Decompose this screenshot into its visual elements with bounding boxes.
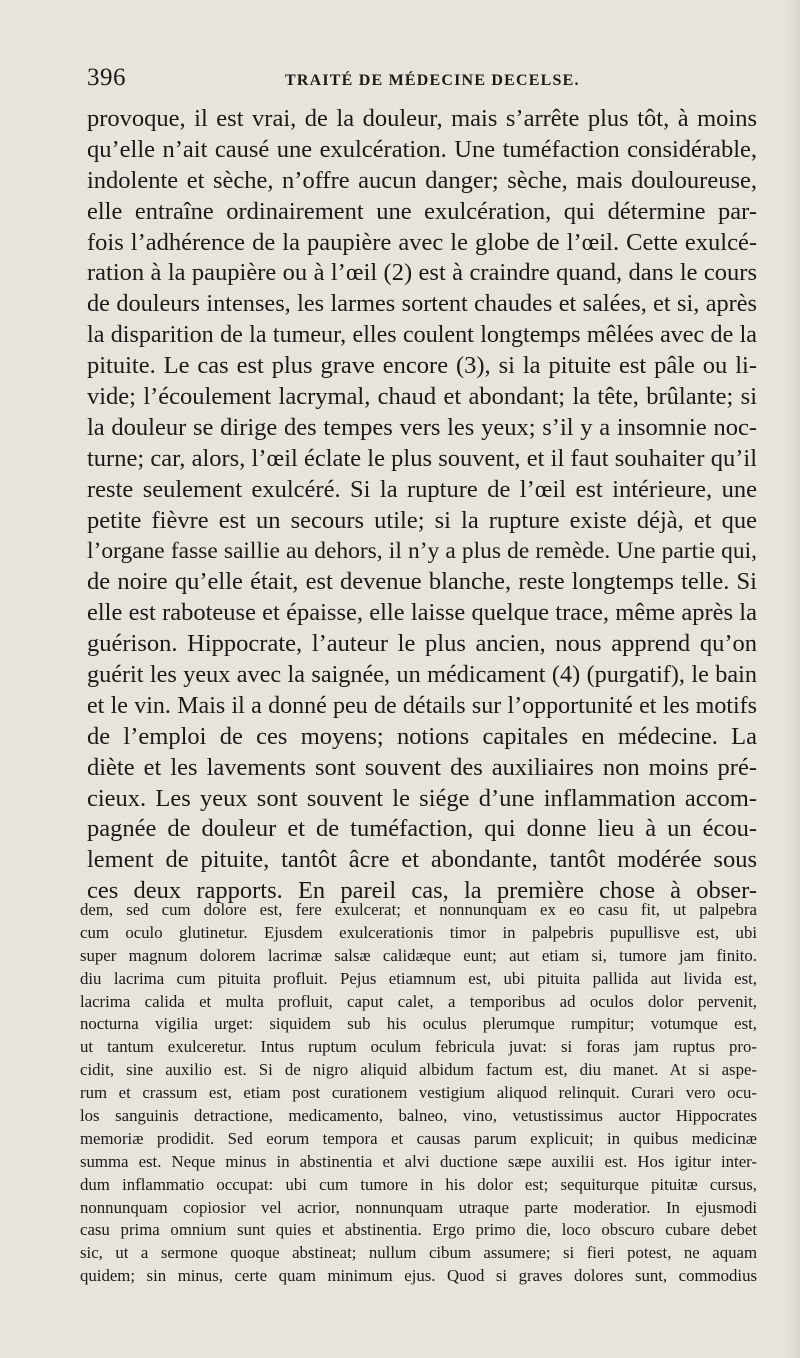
text-line: elle entraîne ordinairement une exulcération, qui détermine par- xyxy=(87,197,757,225)
page-edge-shadow xyxy=(786,0,800,1358)
text-line: de noire qu’elle était, est devenue blanche, reste longtemps telle. Si xyxy=(87,568,757,596)
latin-line: diu lacrima cum pituita profluit. Pejus etiamnum est, ubi pituita pallida aut livida est, xyxy=(80,968,757,988)
text-line: diète et les lavements sont souvent des auxiliaires non moins pré- xyxy=(87,753,757,781)
latin-line: lacrima calida et multa profluit, caput calet, a temporibus ad oculos dolor pervenit, xyxy=(80,991,757,1011)
text-line: lement de pituite, tantôt âcre et abondante, tantôt modérée sous xyxy=(87,846,757,874)
french-translation-text xyxy=(87,104,757,907)
text-line: guérit les yeux avec la saignée, un médicament (4) (purgatif), le bain xyxy=(87,661,757,689)
latin-line: nocturna vigilia urget: siquidem sub his oculus plerumque rumpitur; votumque est, xyxy=(80,1014,757,1034)
text-line: turne; car, alors, l’œil éclate le plus souvent, et il faut souhaiter qu’il xyxy=(87,444,757,472)
text-line: reste seulement exulcéré. Si la rupture de l’œil est intérieure, une xyxy=(87,475,757,503)
text-line: de douleurs intenses, les larmes sortent chaudes et salées, et si, après xyxy=(87,290,757,318)
text-line: pagnée de douleur et de tuméfaction, qui donne lieu à un écou- xyxy=(87,815,757,843)
text-line: ces deux rapports. En pareil cas, la première chose à obser- xyxy=(87,877,757,905)
latin-line: casu prima omnium sunt quies et abstinentia. Ergo primo die, loco obscuro cubare debet xyxy=(80,1220,757,1240)
text-line: provoque, il est vrai, de la douleur, mais s’arrête plus tôt, à moins xyxy=(87,105,757,132)
latin-line: cum oculo glutinetur. Ejusdem exulcerationis timor in palpebris pupullisve est, ubi xyxy=(80,922,757,942)
latin-line: sic, ut a sermone quoque abstineat; nullum cibum assumere; si fieri potest, ne aquam xyxy=(80,1243,757,1263)
latin-line: los sanguinis detractione, medicamento, balneo, vino, vetustissimus auctor Hippocrates xyxy=(80,1106,757,1126)
latin-line: ut tantum exulceretur. Intus ruptum oculum febricula juvat: si foras jam ruptus pro- xyxy=(80,1037,757,1057)
text-line: de l’emploi de ces moyens; notions capitales en médecine. La xyxy=(87,722,757,750)
text-line: vide; l’écoulement lacrymal, chaud et abondant; la tête, brûlante; si xyxy=(87,383,757,411)
text-line: petite fièvre est un secours utile; si la rupture existe déjà, et que xyxy=(87,506,757,534)
page-header xyxy=(87,64,757,100)
text-line: pituite. Le cas est plus grave encore (3), si la pituite est pâle ou li- xyxy=(87,352,757,380)
text-line: la douleur se dirige des tempes vers les yeux; s’il y a insomnie noc- xyxy=(87,413,757,441)
text-line: guérison. Hippocrate, l’auteur le plus ancien, nous apprend qu’on xyxy=(87,630,757,658)
latin-original-text xyxy=(80,899,757,1288)
latin-line: dum inflammatio occupat: ubi cum tumore in his dolor est; sequiturque pituitæ cursus, xyxy=(80,1174,757,1194)
text-line: l’organe fasse saillie au dehors, il n’y a plus de remède. Une partie qui, xyxy=(87,538,757,565)
text-line: la disparition de la tumeur, elles coulent longtemps mêlées avec de la xyxy=(87,322,757,349)
text-line: fois l’adhérence de la paupière avec le globe de l’œil. Cette exulcé- xyxy=(87,228,757,256)
text-line: ration à la paupière ou à l’œil (2) est à craindre quand, dans le cours xyxy=(87,259,757,287)
latin-line: quidem; sin minus, certe quam minimum ejus. Quod si graves dolores sunt, commodius xyxy=(80,1266,757,1286)
latin-line: memoriæ prodidit. Sed eorum tempora et causas parum explicuit; in quibus medicinæ xyxy=(80,1128,757,1148)
latin-line: rum et crassum est, etiam post curationem vestigium aliquod relinquit. Curari vero ocu- xyxy=(80,1083,757,1103)
latin-line: summa est. Neque minus in abstinentia et alvi ductione sæpe auxilii est. Hos igitur inter- xyxy=(80,1151,757,1171)
latin-line: super magnum dolorem lacrimæ salsæ calidæque eunt; aut etiam si, tumore jam finito. xyxy=(80,945,757,965)
text-line: et le vin. Mais il a donné peu de détails sur l’opportunité et les motifs xyxy=(87,692,757,719)
text-line: elle est raboteuse et épaisse, elle laisse quelque trace, même après la xyxy=(87,599,757,627)
text-line: indolente et sèche, n’offre aucun danger; sèche, mais douloureuse, xyxy=(87,166,757,194)
page-number: 396 xyxy=(87,64,126,91)
latin-line: cidit, sine auxilio est. Si de nigro aliquid albidum factum est, diu manet. At si aspe- xyxy=(80,1060,757,1080)
running-head: TRAITÉ DE MÉDECINE DECELSE. xyxy=(285,72,580,89)
latin-line: nonnunquam copiosior vel acrior, nonnunquam utraque parte moderatior. In ejusmodi xyxy=(80,1197,757,1217)
text-line: cieux. Les yeux sont souvent le siége d’une inflammation accom- xyxy=(87,784,757,812)
text-line: qu’elle n’ait causé une exulcération. Une tuméfaction considérable, xyxy=(87,135,757,163)
latin-line: dem, sed cum dolore est, fere exulcerat; et nonnunquam ex eo casu fit, ut palpebra xyxy=(80,900,757,919)
